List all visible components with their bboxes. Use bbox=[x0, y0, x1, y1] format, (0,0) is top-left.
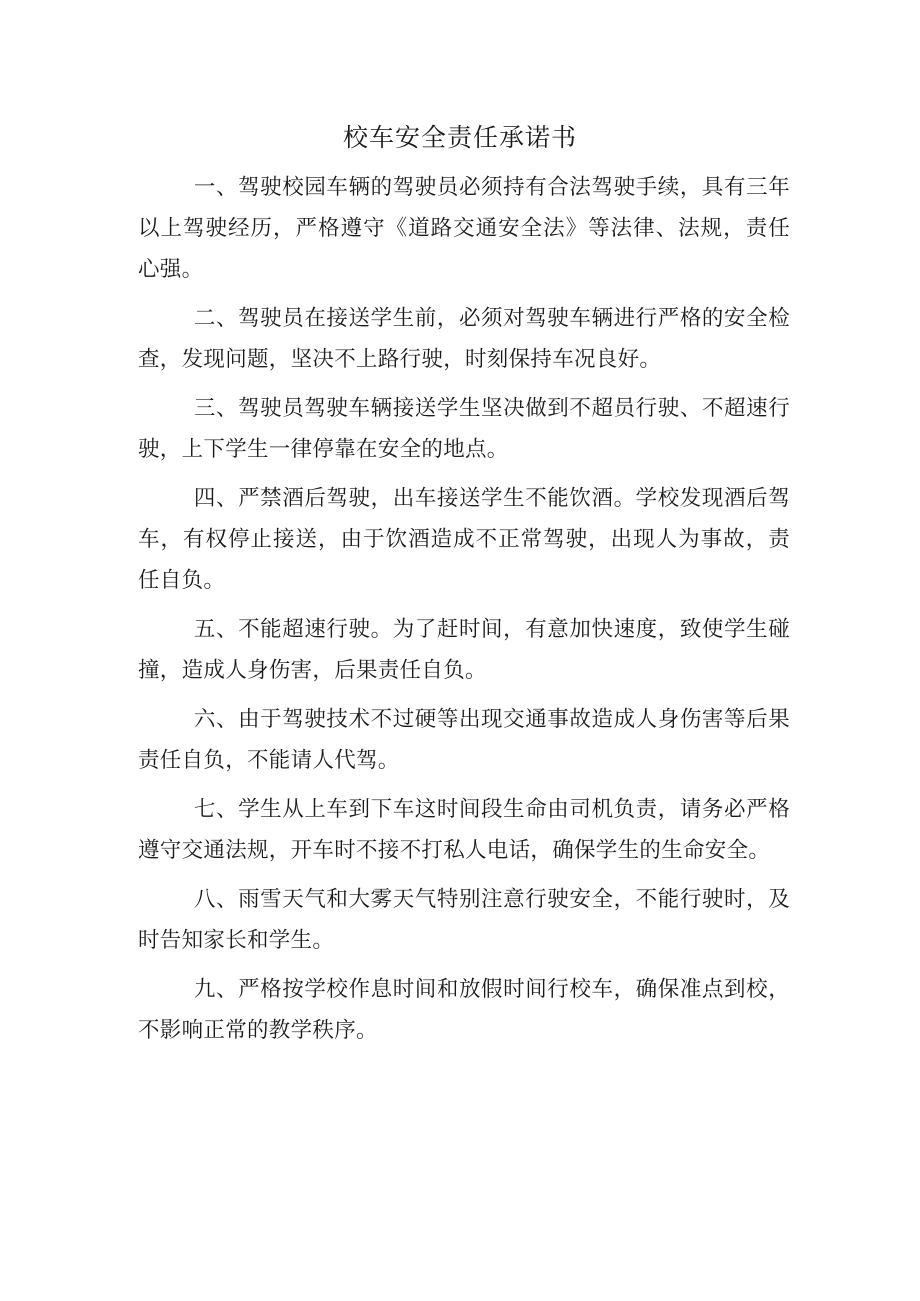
paragraph-2: 二、驾驶员在接送学生前，必须对驾驶车辆进行严格的安全检查，发现问题，坚决不上路行驶，时刻保持车况良好。 bbox=[138, 306, 790, 372]
paragraph-6: 六、由于驾驶技术不过硬等出现交通事故造成人身伤害等后果责任自负，不能请人代驾。 bbox=[138, 707, 790, 773]
paragraph-9: 九、严格按学校作息时间和放假时间行校车，确保准点到校，不影响正常的教学秩序。 bbox=[138, 977, 790, 1043]
document-body bbox=[138, 167, 790, 1059]
paragraph-5: 五、不能超速行驶。为了赶时间，有意加快速度，致使学生碰撞，造成人身伤害，后果责任自负。 bbox=[138, 617, 790, 683]
paragraph-3: 三、驾驶员驾驶车辆接送学生坚决做到不超员行驶、不超速行驶，上下学生一律停靠在安全的地点。 bbox=[138, 396, 790, 462]
paragraph-7: 七、学生从上车到下车这时间段生命由司机负责，请务必严格遵守交通法规，开车时不接不打私人电话，确保学生的生命安全。 bbox=[138, 797, 790, 863]
document-title: 校车安全责任承诺书 bbox=[342, 123, 577, 152]
paragraph-1: 一、驾驶校园车辆的驾驶员必须持有合法驾驶手续，具有三年以上驾驶经历，严格遵守《道路交通安全法》等法律、法规，责任心强。 bbox=[138, 175, 790, 282]
paragraph-8: 八、雨雪天气和大雾天气特别注意行驶安全，不能行驶时，及时告知家长和学生。 bbox=[138, 887, 790, 953]
paragraph-4: 四、严禁酒后驾驶，出车接送学生不能饮酒。学校发现酒后驾车，有权停止接送，由于饮酒造成不正常驾驶，出现人为事故，责任自负。 bbox=[138, 486, 790, 593]
